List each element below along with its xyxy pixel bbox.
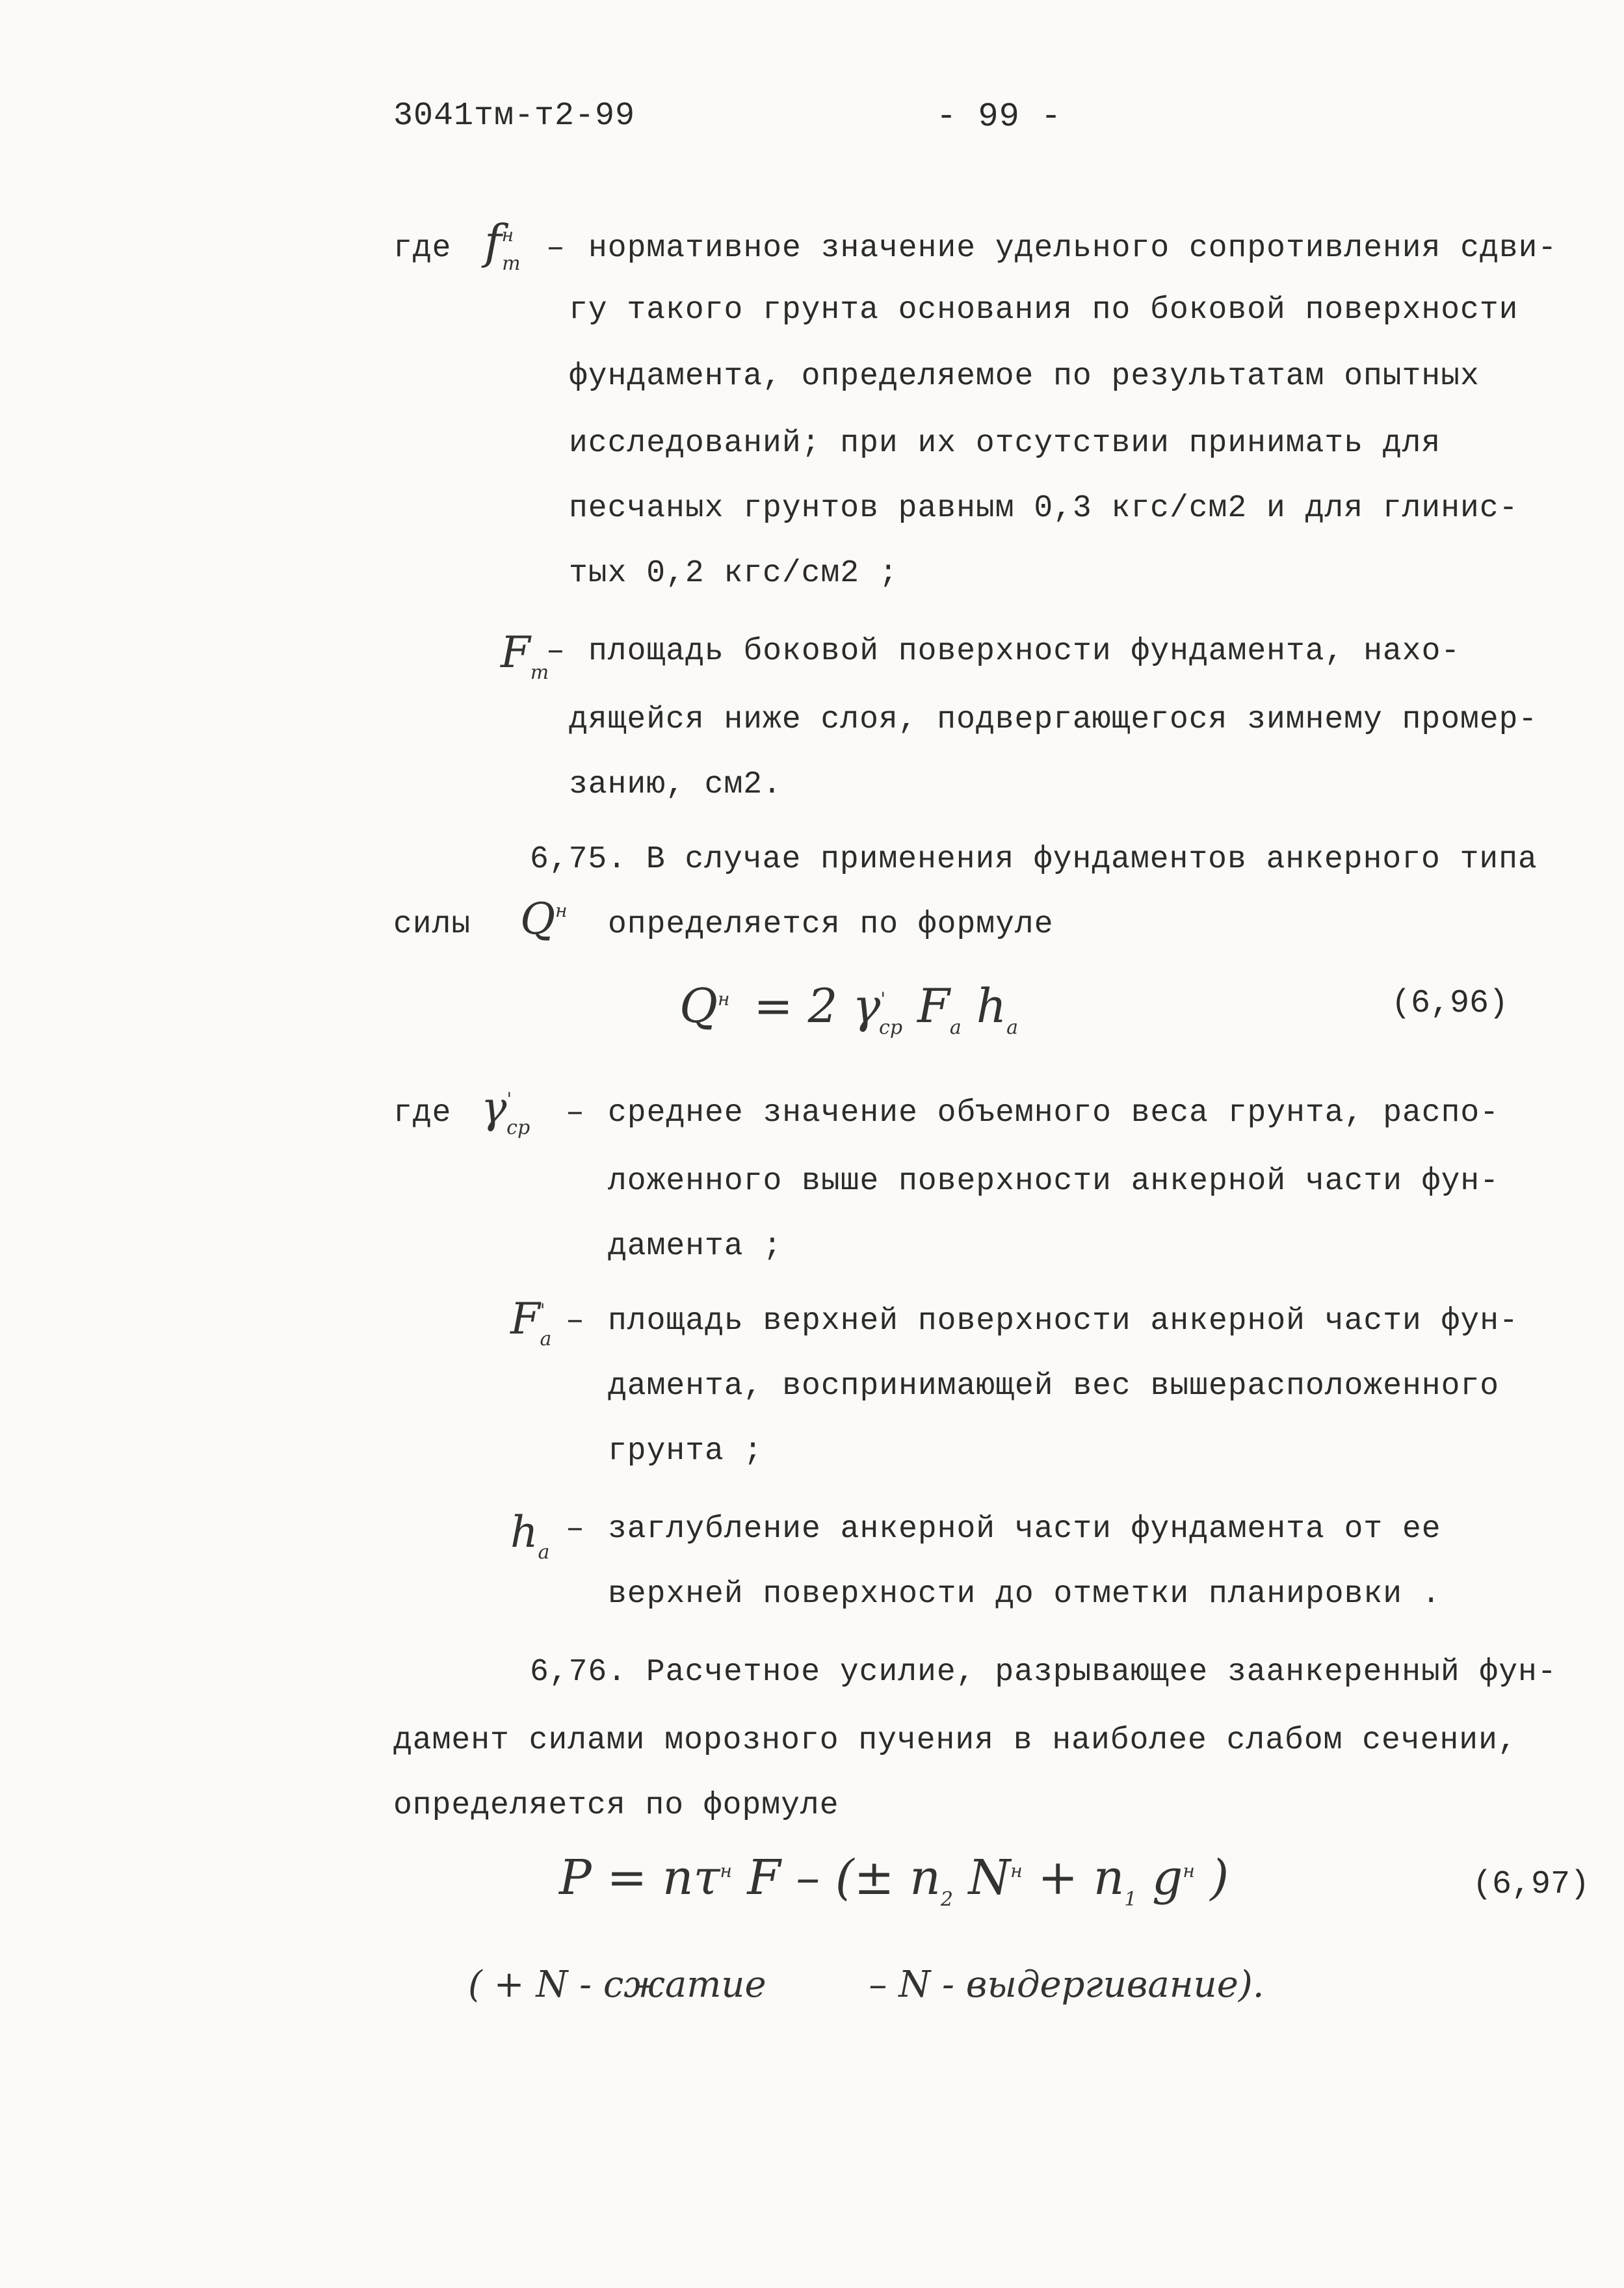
symbol-sup: н xyxy=(501,224,514,246)
symbol-sub: а xyxy=(540,1328,552,1350)
page-number: - 99 - xyxy=(936,98,1062,136)
formula-sub: 1 xyxy=(1124,1888,1137,1911)
symbol-gamma-cp xyxy=(481,1083,530,1139)
formula-h-sub: а xyxy=(1006,1016,1018,1039)
symbol-sub: т xyxy=(502,252,521,275)
definition-line: среднее значение объемного веса грунта, распо- xyxy=(608,1096,1500,1131)
formula-f-sub: а xyxy=(949,1016,962,1039)
formula-part: F – (± n xyxy=(747,1850,941,1906)
definition-line: нормативное значение удельного сопротивления сдви- xyxy=(588,231,1558,266)
definition-line: верхней поверхности до отметки планировки . xyxy=(608,1577,1441,1612)
formula-number: (6,96) xyxy=(1391,985,1509,1022)
formula-sup: н xyxy=(1183,1860,1195,1882)
definition-line: фундамента, определяемое по результатам опытных xyxy=(569,359,1480,394)
paragraph-line: определяется по формуле xyxy=(393,1788,839,1823)
formula-sup: н xyxy=(1010,1860,1023,1882)
definition-line: заглубление анкерной части фундамента от ее xyxy=(608,1512,1441,1547)
paragraph-line: силы xyxy=(393,907,471,942)
where-label: где xyxy=(393,231,452,266)
symbol-Q xyxy=(520,894,568,944)
definition-line: дящейся ниже слоя, подвергающегося зимнему промер- xyxy=(569,702,1538,737)
symbol-sup: ' xyxy=(506,1088,512,1110)
formula-6-97 xyxy=(559,1850,1229,1911)
symbol-sup: ' xyxy=(540,1300,545,1321)
paragraph-line: дамент силами морозного пучения в наиболее слабом сечении, xyxy=(393,1723,1517,1758)
paragraph-line: 6,75. В случае применения фундаментов анкерного типа xyxy=(530,842,1538,877)
formula-part: g xyxy=(1152,1850,1183,1906)
formula-gamma-sub: ср xyxy=(879,1016,903,1039)
definition-line: грунта ; xyxy=(608,1434,763,1469)
formula-sub: 2 xyxy=(940,1888,953,1911)
where-label: где xyxy=(393,1096,452,1131)
formula-part: ) xyxy=(1210,1850,1229,1906)
definition-dash: – xyxy=(566,1096,585,1131)
handwritten-note xyxy=(468,1964,1264,2006)
definition-line: исследований; при их отсутствии принимать для xyxy=(569,426,1441,461)
definition-dash: – xyxy=(566,1304,585,1339)
symbol-sub: ср xyxy=(506,1116,530,1139)
note-pullout: – N - выдергивание xyxy=(869,1964,1238,2006)
formula-part: + n xyxy=(1022,1850,1125,1906)
symbol-sub: т xyxy=(530,661,549,684)
symbol-F-t xyxy=(501,627,549,684)
definition-line: площадь верхней поверхности анкерной части фун- xyxy=(608,1304,1519,1339)
definition-dash: – xyxy=(566,1512,585,1547)
definition-line: дамента ; xyxy=(608,1229,783,1264)
formula-part: P = nτ xyxy=(559,1850,720,1906)
definition-dash: – xyxy=(546,231,566,266)
formula-f: F xyxy=(917,979,950,1033)
symbol-h-a xyxy=(510,1507,550,1564)
note-compression: ( + N - сжатие xyxy=(468,1964,766,2006)
note-close: ). xyxy=(1238,1964,1264,2006)
paragraph-line: определяется по формуле xyxy=(608,907,1054,942)
definition-line: дамента, воспринимающей вес вышерасположенного xyxy=(608,1369,1500,1404)
formula-lhs: Q xyxy=(679,979,718,1033)
formula-h: h xyxy=(976,979,1007,1033)
formula-lhs-sup: н xyxy=(718,988,730,1010)
definition-line: песчаных грунтов равным 0,3 кгс/см2 и для глинис- xyxy=(569,491,1519,526)
formula-gamma: γ xyxy=(852,979,881,1033)
formula-6-96 xyxy=(679,979,1018,1039)
formula-part: N xyxy=(968,1850,1011,1906)
doc-code: 3041тм-т2-99 xyxy=(393,98,636,135)
definition-line: тых 0,2 кгс/см2 ; xyxy=(569,556,898,591)
definition-line: занию, см2. xyxy=(569,767,782,802)
symbol-f-t xyxy=(484,215,521,275)
symbol-sup: н xyxy=(555,900,568,921)
symbol-F-a xyxy=(510,1294,552,1350)
symbol-sub: а xyxy=(538,1541,550,1564)
symbol-main: Q xyxy=(520,894,556,944)
definition-line: гу такого грунта основания по боковой поверхности xyxy=(569,293,1519,328)
formula-sup: н xyxy=(720,1860,732,1882)
definition-line: площадь боковой поверхности фундамента, нахо- xyxy=(588,634,1461,669)
definition-dash: – xyxy=(546,634,566,669)
formula-gamma-sup: ' xyxy=(880,988,886,1010)
symbol-main: γ xyxy=(481,1083,507,1133)
symbol-main: F xyxy=(501,627,530,677)
paragraph-line: 6,76. Расчетное усилие, разрывающее заанкеренный фун- xyxy=(530,1655,1557,1690)
symbol-main: h xyxy=(510,1507,538,1557)
symbol-main: f xyxy=(484,215,502,269)
definition-line: ложенного выше поверхности анкерной части фун- xyxy=(608,1164,1500,1199)
symbol-main: F xyxy=(510,1294,540,1344)
formula-number: (6,97) xyxy=(1473,1866,1590,1903)
formula-eq: = 2 xyxy=(753,979,838,1033)
